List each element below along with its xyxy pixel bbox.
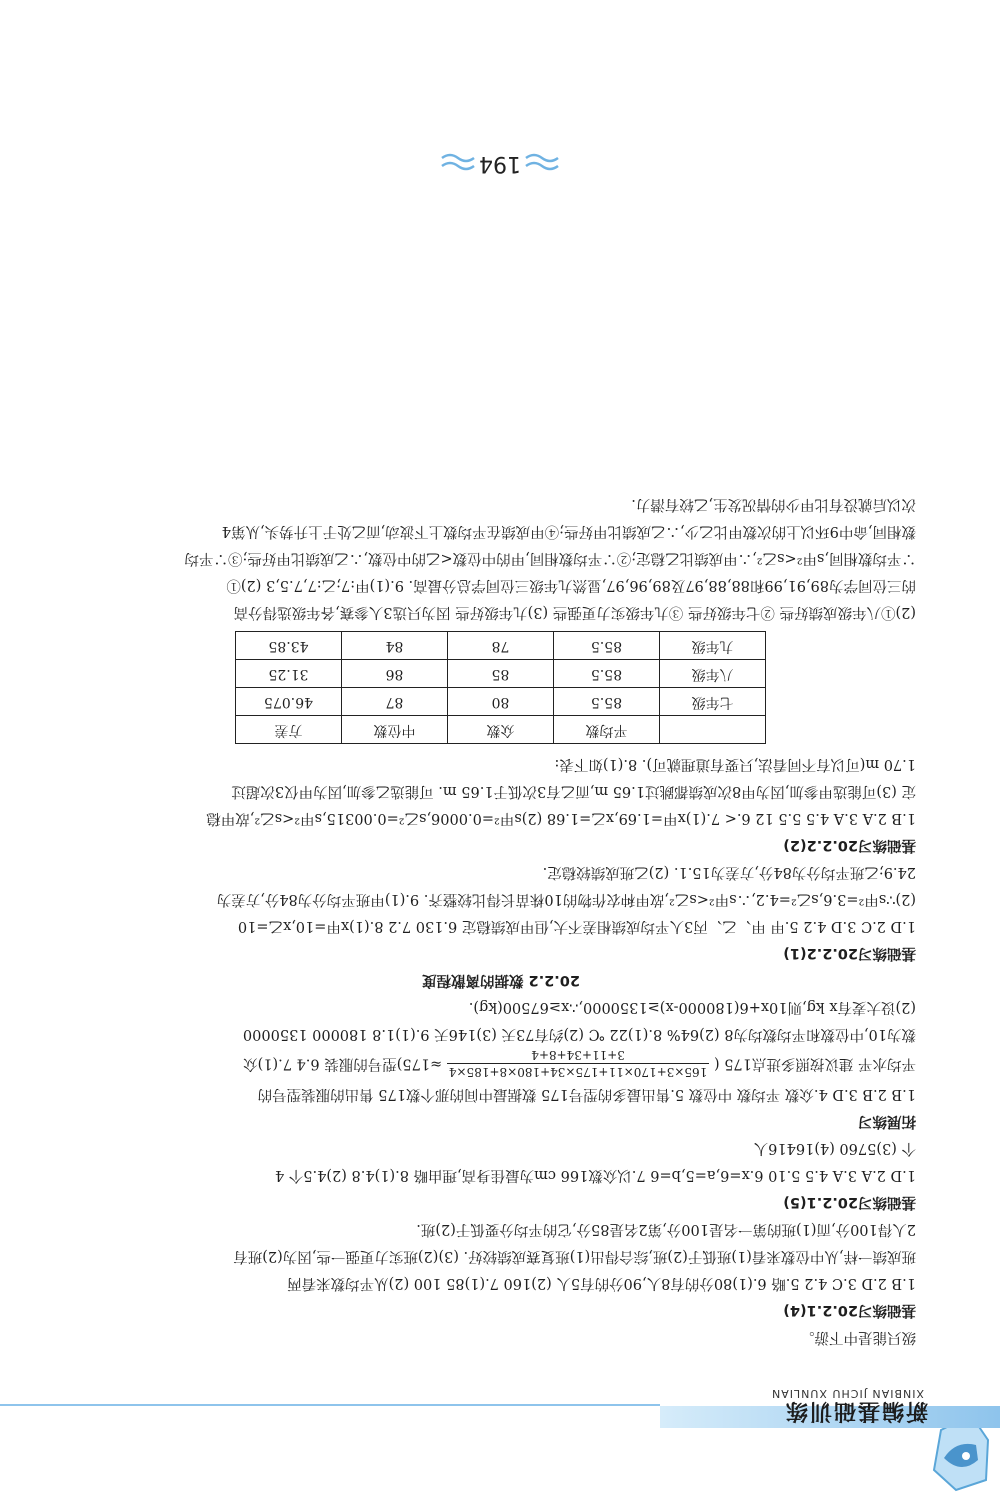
section-title: 基础练习20.2.2(1) (783, 945, 916, 961)
text-line: 个 (3)5760 (4)16416人 (753, 1140, 916, 1156)
table-cell: 46.075 (236, 688, 342, 716)
paren-open: ( (713, 1055, 720, 1072)
fraction-numerator: 165×3+170×11+175×34+180×8+185×4 (448, 1065, 708, 1079)
fraction-denominator: 3+11+34+8+4 (531, 1048, 625, 1062)
table-header-row (236, 716, 766, 744)
page-number: 194 (479, 151, 521, 176)
section-title: 基础练习20.2.1(4) (783, 1302, 916, 1318)
book-title: 新编基础训练 (783, 1398, 928, 1423)
text-span: 平均水平 建议按照多进点175 (724, 1055, 916, 1072)
answer-content (86, 490, 916, 1350)
table-row (236, 688, 766, 716)
table-cell: 87 (342, 688, 448, 716)
table-cell: 九年级 (660, 632, 766, 660)
table-cell: 七年级 (660, 688, 766, 716)
page-header (0, 1380, 1000, 1500)
page-number-badge (440, 140, 560, 180)
text-line-with-fraction (86, 1047, 916, 1080)
table-row (236, 632, 766, 660)
table-header-cell: 中位数 (342, 716, 448, 744)
table-cell: 80 (448, 688, 554, 716)
chapter-title: 20.2.2 数据的离散程度 (422, 972, 580, 988)
table-cell: 85.5 (554, 632, 660, 660)
table-row (236, 660, 766, 688)
header-rule (0, 1404, 660, 1406)
text-line: (2)①八年级成绩好些 ②七年级好些 ③九年级实力更强些 (3)九年级好些 因为只选3人参赛,各年级选得分高 (233, 604, 916, 620)
table-cell: 85.5 (554, 660, 660, 688)
text-line: 1.B 2.D 3.C 4.2 5.略 6.(1)80分的有8人,90分的有5人 (2)160 7.(1)85 100 (2)从平均数来看两 (287, 1275, 916, 1291)
text-line: 1.B 2.B 3.D 4.众数 平均数 中位数 5.售出最多的型号175 数据最中间的那个数175 售出的服装型号的 (257, 1086, 916, 1102)
text-line: 级只能是中下游。 (800, 1329, 916, 1345)
table-cell: 43.85 (236, 632, 342, 660)
text-line: 班成绩一样,从中位数来看(1)班低于(2)班,综合得出(1)班复赛成绩较好. (3)(2)班实力更强一些,因为(2)班有 (233, 1248, 916, 1264)
text-line: 的三位同学为89,91,99和88,88,97及89,96,97,显然九年级三位同学总分最高. 9.(1)甲:7;乙:7,7.5,3 (2)① (226, 577, 916, 593)
table-header-cell: 方差 (236, 716, 342, 744)
table-header-cell: 众数 (448, 716, 554, 744)
table-cell: 86 (342, 660, 448, 688)
table-cell: 84 (342, 632, 448, 660)
book-title-pinyin: XINBIAN JICHU XUNLIAN (771, 1387, 924, 1400)
table-cell: 八年级 (660, 660, 766, 688)
text-line: 1.D 2.C 3.D 4.2 5.甲 甲、乙、丙3人平均成绩相差不大,但甲成绩稳定 6.130 7.2 8.(1)x甲=10,x乙=10 (237, 918, 916, 934)
table-cell: 31.25 (236, 660, 342, 688)
text-line: 1.70 m(可以有不同看法,只要有道理就可). 8.(1)如下表: (554, 756, 916, 772)
text-span: ≈175)型号的服装 6.4 7.(1)众 (243, 1055, 443, 1072)
text-line: 24.9;乙班平均分为84分,方差为15.1. (2)乙班成绩较稳定. (542, 864, 916, 880)
table-cell: 78 (448, 632, 554, 660)
text-line: 1.D 2.A 3.A 4.5 5.10 6.x=6,a=5,b=6 7.以众数166 cm为最佳身高,理由略 8.(1)4.8 (2)4.5个 4 (274, 1167, 916, 1183)
text-line: ∵平均数相同,s甲²<s乙²,∴甲成绩比乙稳定;②∵平均数相同,甲的中位数<乙的中位数,∴乙成绩比甲好些;③∵平均 (184, 550, 916, 566)
section-title: 拓展练习 (858, 1113, 916, 1129)
fraction (447, 1047, 709, 1080)
grade-stats-table (235, 631, 766, 744)
table-cell: 85.5 (554, 688, 660, 716)
text-line: 数相同,命中9环以上的次数甲比乙少,∴乙成绩比甲好些;④甲成绩在平均数上下波动,而乙处于上升势头,从第4 (221, 523, 916, 539)
text-line: 2人得100分,而(1)班的第一名是100分,第2名是85分,它的平均分要低于(2)班. (416, 1221, 916, 1237)
text-line: (2)设大麦有x kg,则10x+6(180000-x)≥1350000,∴x≥67500(kg). (468, 999, 916, 1015)
table-cell: 85 (448, 660, 554, 688)
text-line: 数为10,中位数和平均数均为8 (2)64% 8.(1)22 ℃ (2)约有73天 (3)146天 9.(1)1.8 180000 1350000 (242, 1026, 916, 1042)
section-title: 基础练习20.2.1(5) (783, 1194, 916, 1210)
table-header-cell: 平均数 (554, 716, 660, 744)
section-title: 基础练习20.2.2(2) (783, 837, 916, 853)
text-line: 定 (3)可能选甲参加,因为甲8次成绩都跳过1.65 m,而乙有3次低于1.65 m. 可能选乙参加,因为甲仅3次超过 (231, 783, 916, 799)
text-line: 1.B 2.A 3.A 4.5 5.5 12 6.< 7.(1)x甲=1.69,x乙=1.68 (2)s甲²=0.0006,s乙²=0.00315,s甲²<s乙²,故甲稳 (206, 810, 916, 826)
text-line: 次以后就没有比甲少的情况发生,乙较有潜力. (631, 496, 916, 512)
text-line: (2)∵s甲²=3.6,s乙²=4.2,∴s甲²<s乙²,故甲种农作物的10株苗长得比较整齐. 9.(1)甲班平均分为84分,方差为 (216, 891, 916, 907)
table-header-cell (660, 716, 766, 744)
